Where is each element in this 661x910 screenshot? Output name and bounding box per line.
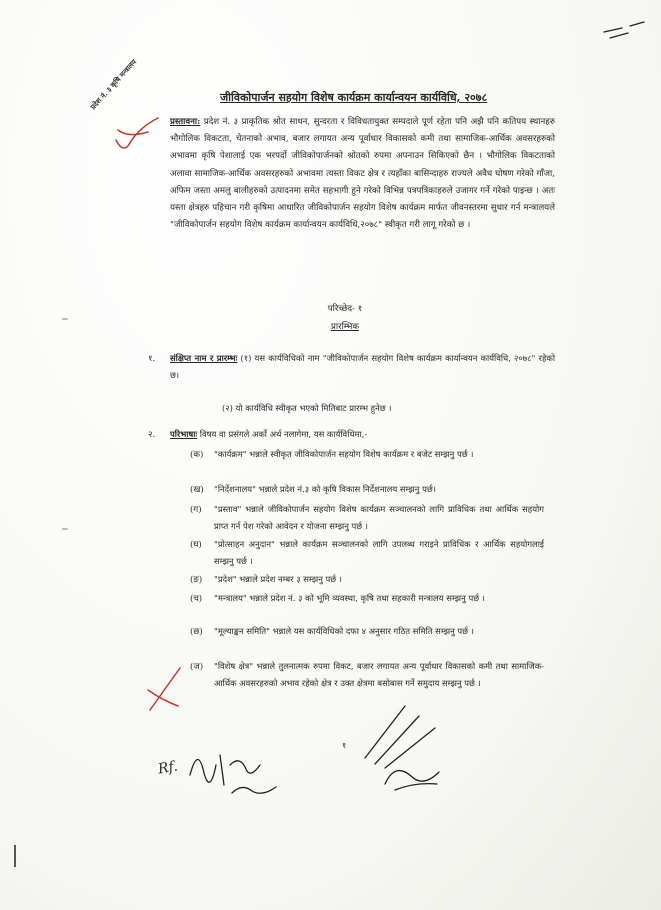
definition-mark: (ग) <box>190 505 202 515</box>
chapter-subheading: प्रारम्भिक <box>330 322 360 332</box>
definition-mark: (क) <box>190 450 204 460</box>
preamble-label: प्रस्तावना: <box>170 117 201 127</box>
section-1-body: (१) यस कार्यविधिको नाम "जीविकोपार्जन सहयोग विशेष कार्यक्रम कार्यान्वयन कार्यविधि, २०७८" रहेको छ। <box>170 353 556 380</box>
preamble-text: प्रदेश नं. ३ प्राकृतिक श्रोत साधन, सुन्दरता र विविधतायुक्त सम्पदाले पूर्ण रहेता पनि अझै पनि कतिपय स्थानहरु भौगोलिक विकटता, चेतनाको अभाव, बजार लगायत अन्य पूर्वाधार विकासको कमी तथा सामाजिक-आर्थिक अवसरहरुको अभावमा कृषि पेशालाई एक भरपर्दो जीविकोपार्जनको श्रोतको रुपमा अपनाउन सिकिएको छैन । भौगोलिक विकटताको अलावा सामाजिक-आर्थिक अवसरहरुको अभावमा त्यस्ता विकट क्षेत्र र त्यहाँका बासिन्दाहरु राज्यले अवैध घोषण गरेको गाँजा, अफिम जस्ता अमलु बालीहरुको उत्पादनमा समेत सहभागी हुने गरेको विभिन्न पत्रपत्रिकाहरुले उजागर गर्ने गरेको पाइन्छ । अतः यस्ता क्षेत्रहरु पहिचान गरी कृषिमा आधारित जीविकोपार्जन सहयोग विशेष कार्यक्रम मार्फत जीवनस्तरमा सुधार गर्न मन्त्रालयले "जीविकोपार्जन सहयोग विशेष कार्यक्रम कार्यान्वयन कार्यविधि,२०७८" स्वीकृत गरी लागू गरेको छ । <box>170 117 555 231</box>
red-annotation-mark <box>140 660 190 720</box>
signature-right <box>345 698 455 798</box>
signature-left <box>180 735 290 805</box>
scan-mark-top-right <box>600 18 650 48</box>
section-1-title: संक्षिप्त नाम र प्रारम्भः <box>170 353 238 363</box>
definition-mark: (ज) <box>190 662 204 672</box>
preamble-paragraph <box>170 114 555 234</box>
section-1-sub: (२) यो कार्यविधि स्वीकृत भएको मितिबाट प्रारम्भ हुनेछ । <box>222 403 392 413</box>
definition-mark: (च) <box>190 594 203 604</box>
definition-text: "विशेष क्षेत्र" भन्नाले तुलनात्मक रुपमा विकट, बजार लगायत अन्य पूर्वाधार विकासको कमी तथा सामाजिक-आर्थिक अवसरहरुको अभाव रहेको क्षेत्र र उक्त क्षेत्रमा बसोबास गर्ने समुदाय सम्झनु पर्छ । <box>214 661 544 688</box>
definition-text: "कार्यक्रम" भन्नाले स्वीकृत जीविकोपार्जन सहयोग विशेष कार्यक्रम र बजेट सम्झनु पर्छ । <box>214 449 474 459</box>
handwritten-note: Rf. <box>156 758 179 778</box>
chapter-heading: परिच्छेद- १ <box>327 304 363 314</box>
definition-text: "मूल्याङ्कन समिति" भन्नाले यस कार्यविधिको दफा ४ अनुसार गठित समिति सम्झनु पर्छ । <box>214 626 474 636</box>
section-2-number: २. <box>148 430 156 440</box>
section-1-text <box>170 350 555 384</box>
punch-mark <box>62 318 68 320</box>
definition-text: "प्रोत्साहन अनुदान" भन्नाले कार्यक्रम सञ्चालनको लागि उपलब्ध गराइने प्राविधिक र आर्थिक सहयोगलाई सम्झनु पर्छ । <box>214 539 544 566</box>
office-stamp: प्रदेश नं. ३ कृषि मन्त्रालय <box>88 57 139 112</box>
definition-text: "प्रस्ताव" भन्नाले जीविकोपार्जन सहयोग विशेष कार्यक्रम सञ्चालनको लागि प्राविधिक तथा आर्थिक सहयोग प्राप्त गर्न पेश गरेको आवेदन र योजना सम्झनु पर्छ । <box>214 504 544 531</box>
page-number: १ <box>342 741 347 750</box>
section-2-text <box>170 426 555 443</box>
punch-mark <box>62 528 68 530</box>
section-1-number: १. <box>148 354 156 364</box>
definition-text: "निर्देशनालय" भन्नाले प्रदेश नं.३ को कृषि विकास निर्देशनालय सम्झनु पर्छ। <box>214 484 436 494</box>
definition-text: "मन्त्रालय" भन्नाले प्रदेश नं. ३ को भूमि व्यवस्था, कृषि तथा सहकारी मन्त्रालय सम्झनु पर्छ । <box>214 593 485 603</box>
scan-edge-mark <box>14 845 16 867</box>
definition-mark: (ख) <box>190 485 204 495</box>
section-2-title: परिभाषाः <box>170 429 198 439</box>
definition-mark: (ङ) <box>190 575 203 585</box>
definition-text: "प्रदेश" भन्नाले प्रदेश नम्बर ३ सम्झनु पर्छ । <box>214 574 342 584</box>
section-2-body: विषय वा प्रसंगले अर्को अर्थ नलागेमा, यस कार्यविधिमा,- <box>197 429 368 439</box>
document-title: जीविकोपार्जन सहयोग विशेष कार्यक्रम कार्यान्वयन कार्यविधि, २०७८ <box>220 91 488 104</box>
definition-mark: (घ) <box>190 540 202 550</box>
definition-mark: (छ) <box>190 627 203 637</box>
red-tick-mark <box>108 110 168 160</box>
